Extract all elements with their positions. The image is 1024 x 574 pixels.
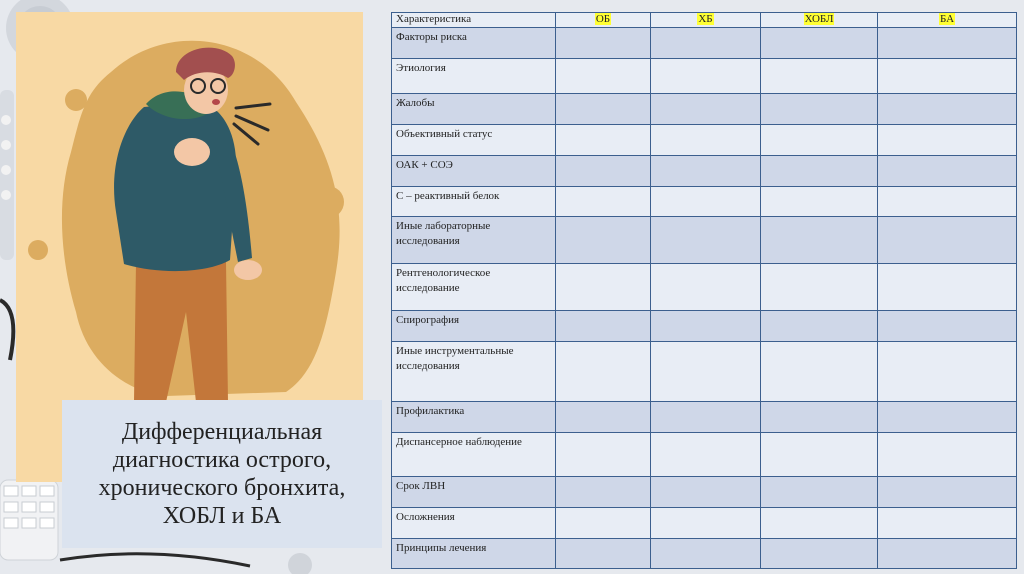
table-header-row <box>392 13 1017 28</box>
column-header-ba <box>878 13 1017 28</box>
row-label: Рентгенологическое исследование <box>392 264 556 311</box>
table-cell <box>556 264 651 311</box>
table-cell <box>651 94 761 125</box>
comparison-table <box>391 12 1017 569</box>
table-cell <box>761 59 878 94</box>
table-cell <box>761 125 878 156</box>
table-row <box>392 28 1017 59</box>
table-cell <box>556 125 651 156</box>
column-header-hobl <box>761 13 878 28</box>
column-header-hb <box>651 13 761 28</box>
table-row <box>392 342 1017 402</box>
table-cell <box>761 508 878 539</box>
row-label: Принципы лечения <box>392 539 556 569</box>
row-label: С – реактивный белок <box>392 187 556 217</box>
table-cell <box>556 156 651 187</box>
row-label: Этиология <box>392 59 556 94</box>
table-cell <box>556 508 651 539</box>
slide-title-box <box>62 400 382 548</box>
table-cell <box>651 59 761 94</box>
table-cell <box>878 433 1017 477</box>
table-cell <box>761 156 878 187</box>
table-cell <box>761 433 878 477</box>
table-cell <box>878 342 1017 402</box>
column-header-ba-label: БА <box>939 13 955 25</box>
row-label: Профилактика <box>392 402 556 433</box>
table-cell <box>878 264 1017 311</box>
row-label: ОАК + СОЭ <box>392 156 556 187</box>
table-row <box>392 311 1017 342</box>
table-cell <box>651 508 761 539</box>
row-label: Объективный статус <box>392 125 556 156</box>
table-row <box>392 156 1017 187</box>
table-cell <box>878 28 1017 59</box>
table-cell <box>761 477 878 508</box>
table-cell <box>556 311 651 342</box>
table-cell <box>761 264 878 311</box>
table-row <box>392 125 1017 156</box>
row-label: Жалобы <box>392 94 556 125</box>
table-cell <box>556 59 651 94</box>
row-label: Осложнения <box>392 508 556 539</box>
table-cell <box>761 402 878 433</box>
table-row <box>392 508 1017 539</box>
table-cell <box>761 28 878 59</box>
slide-title: Дифференциальная диагностика острого, хронического бронхита, ХОБЛ и БА <box>98 419 346 529</box>
table-cell <box>556 433 651 477</box>
row-label: Факторы риска <box>392 28 556 59</box>
table-cell <box>651 311 761 342</box>
table-cell <box>556 342 651 402</box>
table-cell <box>878 125 1017 156</box>
table-cell <box>651 264 761 311</box>
comparison-table-container <box>391 12 1016 568</box>
table-row <box>392 264 1017 311</box>
row-label: Иные инструментальные исследования <box>392 342 556 402</box>
table-row <box>392 477 1017 508</box>
row-label: Диспансерное наблюдение <box>392 433 556 477</box>
table-cell <box>878 477 1017 508</box>
table-cell <box>556 28 651 59</box>
column-header-hobl-label: ХОБЛ <box>804 13 834 25</box>
table-cell <box>556 539 651 569</box>
column-header-ob <box>556 13 651 28</box>
table-cell <box>651 125 761 156</box>
table-cell <box>651 217 761 264</box>
table-cell <box>878 94 1017 125</box>
table-cell <box>651 433 761 477</box>
table-cell <box>556 402 651 433</box>
table-cell <box>761 217 878 264</box>
table-row <box>392 217 1017 264</box>
table-cell <box>878 311 1017 342</box>
table-cell <box>761 311 878 342</box>
table-cell <box>556 94 651 125</box>
table-row <box>392 187 1017 217</box>
table-cell <box>878 156 1017 187</box>
table-row <box>392 59 1017 94</box>
table-cell <box>878 508 1017 539</box>
table-cell <box>651 342 761 402</box>
column-header-characteristic: Характеристика <box>392 13 556 28</box>
table-row <box>392 402 1017 433</box>
table-cell <box>651 187 761 217</box>
table-cell <box>761 342 878 402</box>
row-label: Иные лабораторные исследования <box>392 217 556 264</box>
table-cell <box>556 217 651 264</box>
table-row <box>392 539 1017 569</box>
row-label: Срок ЛВН <box>392 477 556 508</box>
table-cell <box>651 539 761 569</box>
column-header-hb-label: ХБ <box>698 13 713 25</box>
table-row <box>392 94 1017 125</box>
table-cell <box>878 402 1017 433</box>
table-cell <box>878 539 1017 569</box>
table-cell <box>761 187 878 217</box>
table-cell <box>651 477 761 508</box>
table-cell <box>878 217 1017 264</box>
table-cell <box>556 187 651 217</box>
row-label: Спирография <box>392 311 556 342</box>
table-row <box>392 433 1017 477</box>
table-cell <box>761 539 878 569</box>
column-header-ob-label: ОБ <box>595 13 611 25</box>
table-cell <box>651 402 761 433</box>
table-cell <box>651 28 761 59</box>
table-cell <box>878 59 1017 94</box>
table-cell <box>651 156 761 187</box>
table-cell <box>761 94 878 125</box>
table-cell <box>878 187 1017 217</box>
table-cell <box>556 477 651 508</box>
